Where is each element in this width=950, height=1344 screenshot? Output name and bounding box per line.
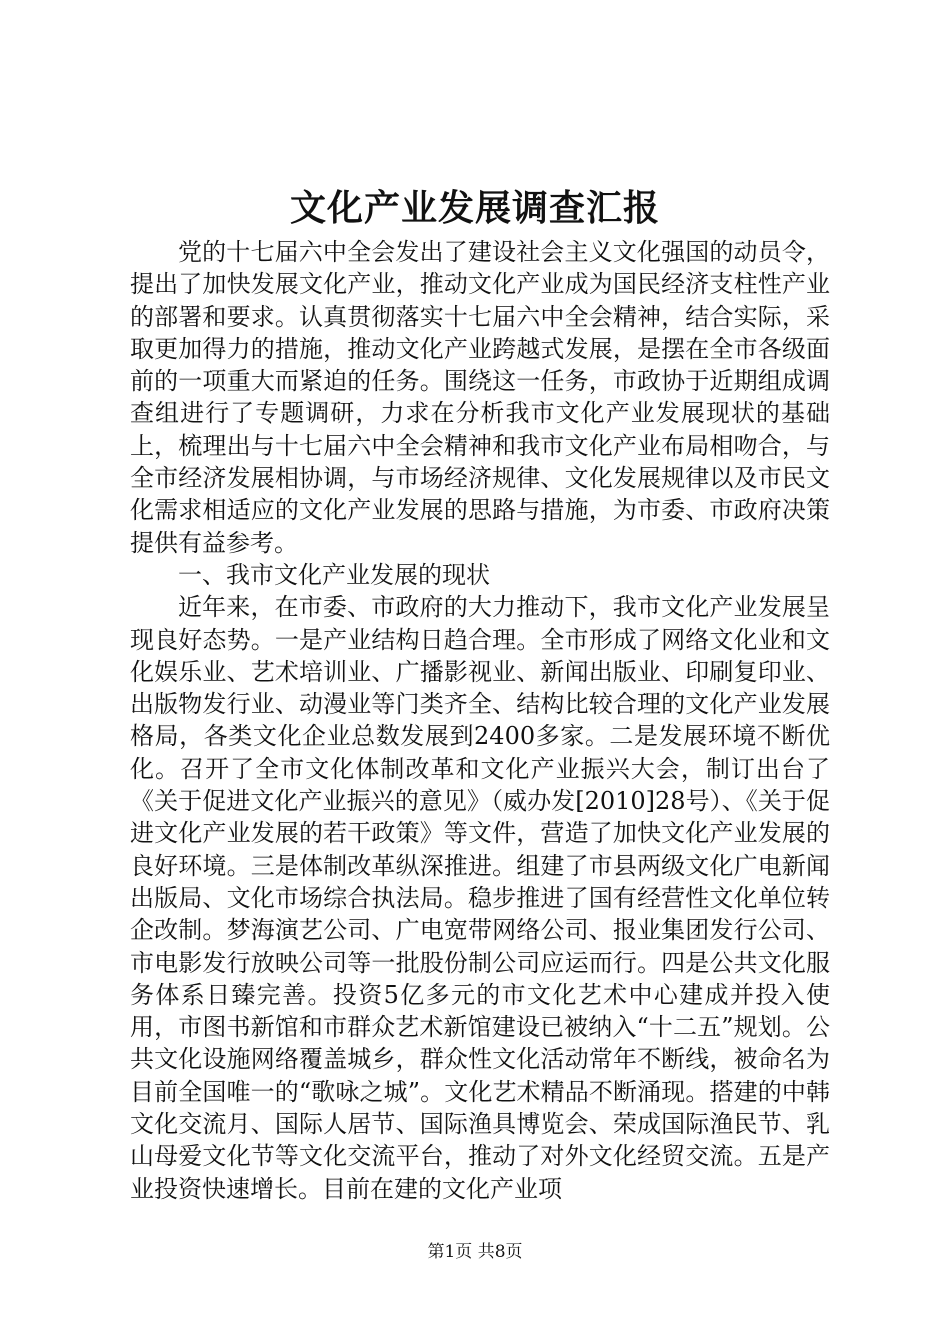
document-title: 文化产业发展调查汇报	[289, 187, 660, 229]
status-paragraph: 近年来，在市委、市政府的大力推动下，我市文化产业发展呈现良好态势。一是产业结构日趋合理。全市形成了网络文化业和文化娱乐业、艺术培训业、广播影视业、新闻出版业、印刷复印业、出版物发行业、动漫业等门类齐全、结构比较合理的文化产业发展格局，各类文化企业总数发展到2400多家。二是发展环境不断优化。召开了全市文化体制改革和文化产业振兴大会，制订出台了《关于促进文化产业振兴的意见》（威办发[2010]28号）、《关于促进文化产业发展的若干政策》等文件，营造了加快文化产业发展的良好环境。三是体制改革纵深推进。组建了市县两级文化广电新闻出版局、文化市场综合执法局。稳步推进了国有经营性文化单位转企改制。梦海演艺公司、广电宽带网络公司、报业集团发行公司、市电影发行放映公司等一批股份制公司应运而行。四是公共文化服务体系日臻完善。投资5亿多元的市文化艺术中心建成并投入使用，市图书新馆和市群众艺术新馆建设已被纳入“十二五”规划。公共文化设施网络覆盖城乡，群众性文化活动常年不断线，被命名为目前全国唯一的“歌咏之城”。文化艺术精品不断涌现。搭建的中韩文化交流月、国际人居节、国际渔具博览会、荣成国际渔民节、乳山母爱文化节等文化交流平台，推动了对外文化经贸交流。五是产业投资快速增长。目前在建的文化产业项	[130, 593, 830, 1203]
page-footer: 第1页 共8页	[427, 1242, 523, 1262]
section-heading: 一、我市文化产业发展的现状	[178, 560, 490, 589]
intro-paragraph: 党的十七届六中全会发出了建设社会主义文化强国的动员令，提出了加快发展文化产业，推动文化产业成为国民经济支柱性产业的部署和要求。认真贯彻落实十七届六中全会精神，结合实际，采取更加得力的措施，推动文化产业跨越式发展，是摆在全市各级面前的一项重大而紧迫的任务。围绕这一任务，市政协于近期组成调查组进行了专题调研，力求在分析我市文化产业发展现状的基础上，梳理出与十七届六中全会精神和我市文化产业布局相吻合，与全市经济发展相协调，与市场经济规律、文化发展规律以及市民文化需求相适应的文化产业发展的思路与措施，为市委、市政府决策提供有益参考。	[130, 238, 830, 557]
document-body	[130, 236, 830, 1205]
